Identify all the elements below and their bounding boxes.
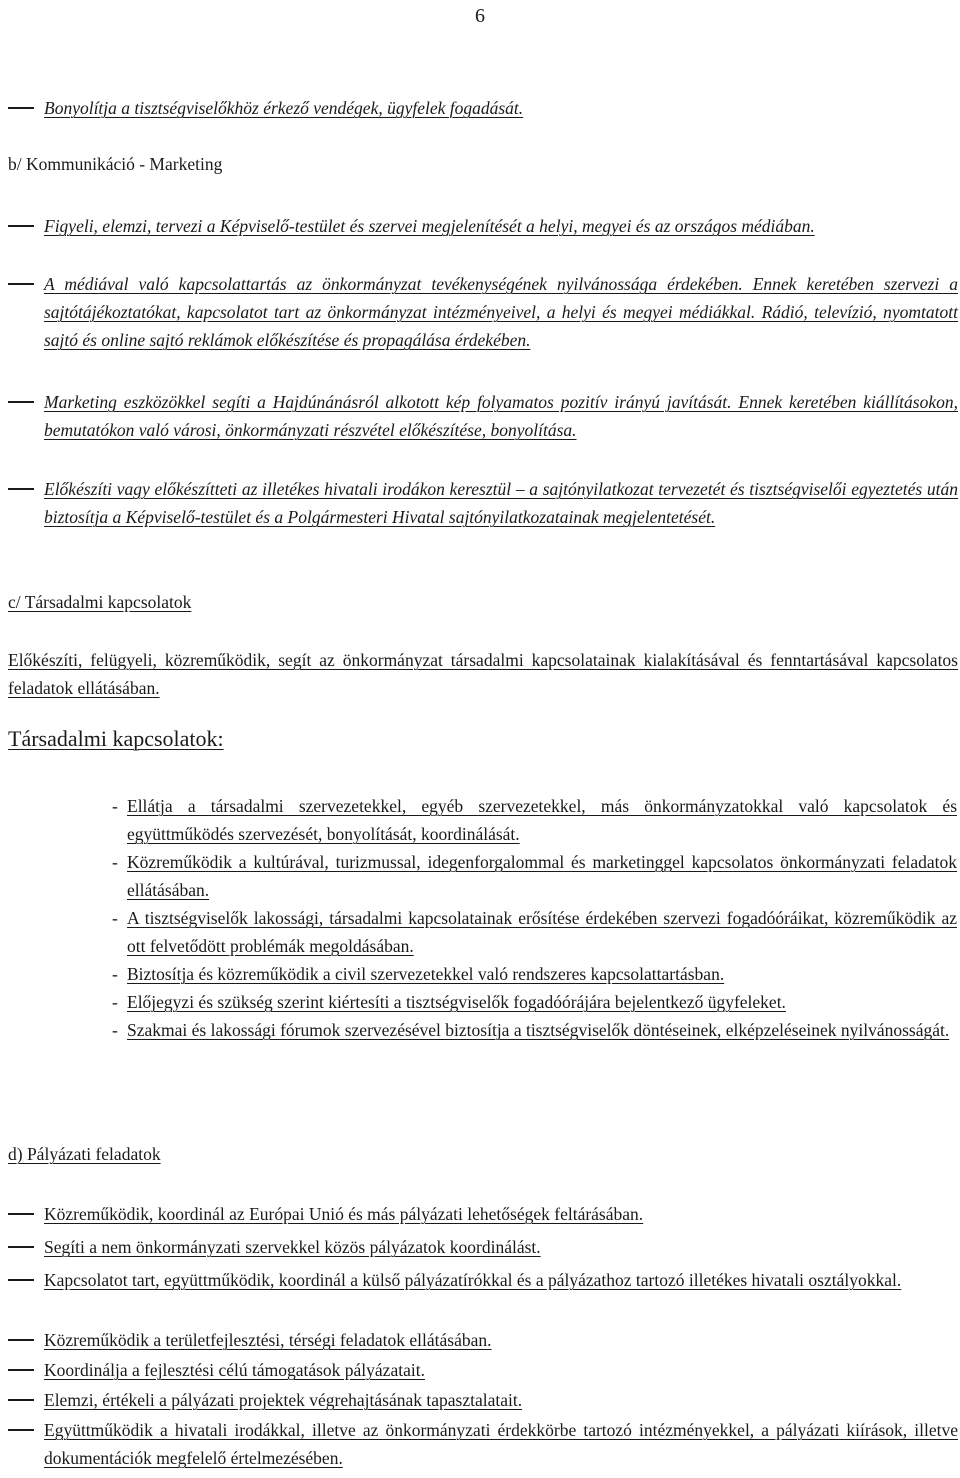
- paragraph-text: Előkészíti, felügyeli, közreműködik, segít az önkormányzat társadalmi kapcsolatainak kialakításával és fenntartásával kapcsolatos feladatok ellátásában.: [8, 650, 958, 698]
- dash-list: [8, 1200, 958, 1472]
- section-heading: [8, 1140, 960, 1168]
- dash-bullet: [8, 1213, 34, 1215]
- list-item-text: Ellátja a társadalmi szervezetekkel, egyéb szervezetekkel, más önkormányzatokkal való kapcsolatok és együttműködés szervezését, bonyolítását, koordinálását.: [127, 796, 957, 844]
- dash-bullet: [8, 1429, 34, 1431]
- list-item: [8, 1386, 958, 1416]
- list-item-text: Előjegyzi és szükség szerint kiértesíti a tisztségviselők fogadóórájára bejelentkező ügyfeleket.: [127, 992, 786, 1012]
- list-item-text: Közreműködik a területfejlesztési, térségi feladatok ellátásában.: [44, 1330, 492, 1350]
- section-paragraph: [8, 646, 958, 702]
- list-item-text: A tisztségviselők lakossági, társadalmi kapcsolatainak erősítése érdekében szervezi fogadóóráikat, közreműködik az ott felvetődött problémák megoldásában.: [127, 908, 957, 956]
- hyphen-bullet: -: [112, 1020, 118, 1040]
- subtitle: [8, 725, 224, 753]
- hyphen-list: [0, 792, 960, 1072]
- hyphen-bullet: -: [112, 796, 118, 816]
- hyphen-bullet: -: [112, 852, 118, 872]
- list-item: [8, 212, 958, 240]
- list-item: [8, 1266, 958, 1326]
- list-item: [8, 270, 958, 354]
- list-item: [8, 1326, 958, 1356]
- dash-bullet: [8, 1246, 34, 1248]
- list-item-text: Elemzi, értékeli a pályázati projektek végrehajtásának tapasztalatait.: [44, 1390, 523, 1410]
- list-item-text: Szakmai és lakossági fórumok szervezésével biztosítja a tisztségviselők döntéseinek, elképzeléseinek nyilvánosságát.: [127, 1020, 950, 1040]
- list-item-text: Biztosítja és közreműködik a civil szervezetekkel való rendszeres kapcsolattartásban.: [127, 964, 725, 984]
- hyphen-bullet: -: [112, 992, 118, 1012]
- dash-bullet: [8, 401, 34, 403]
- list-item-text: Közreműködik, koordinál az Európai Unió és más pályázati lehetőségek feltárásában.: [44, 1204, 644, 1224]
- dash-bullet: [8, 1339, 34, 1341]
- dash-bullet: [8, 225, 34, 227]
- list-item: [8, 388, 958, 444]
- list-item: [8, 94, 958, 122]
- list-item: [0, 792, 960, 848]
- subtitle-text: Társadalmi kapcsolatok:: [8, 726, 224, 751]
- section-c-heading: c/ Társadalmi kapcsolatok: [8, 592, 192, 612]
- hyphen-bullet: -: [112, 964, 118, 984]
- list-item: [8, 475, 958, 531]
- dash-bullet: [8, 107, 34, 109]
- section-heading: [8, 588, 960, 616]
- dash-bullet: [8, 283, 34, 285]
- list-item: [0, 960, 960, 988]
- dash-bullet: [8, 488, 34, 490]
- list-item: [8, 1416, 958, 1472]
- list-item: [8, 1356, 958, 1386]
- list-item: [0, 904, 960, 960]
- page-number: 6: [475, 5, 485, 27]
- hyphen-bullet: -: [112, 908, 118, 928]
- list-item: [0, 848, 960, 904]
- list-item-text: Figyeli, elemzi, tervezi a Képviselő-testület és szervei megjelenítését a helyi, megyei és az országos médiában.: [44, 216, 815, 236]
- list-item-text: Koordinálja a fejlesztési célú támogatások pályázatait.: [44, 1360, 425, 1380]
- list-item-text: Együttműködik a hivatali irodákkal, illetve az önkormányzati érdekkörbe tartozó intézményekkel, a pályázati kiírások, illetve dokumentációk megfelelő értelmezésében.: [44, 1420, 958, 1468]
- section-b-heading: b/ Kommunikáció - Marketing: [8, 154, 223, 174]
- list-item: [8, 1200, 958, 1233]
- section-d-heading: d) Pályázati feladatok: [8, 1144, 161, 1164]
- list-item-text: Kapcsolatot tart, együttműködik, koordinál a külső pályázatírókkal és a pályázathoz tartozó illetékes hivatali osztályokkal.: [44, 1270, 902, 1290]
- list-item: [0, 1016, 960, 1072]
- dash-bullet: [8, 1399, 34, 1401]
- list-item-text: Marketing eszközökkel segíti a Hajdúnánásról alkotott kép folyamatos pozitív irányú javítását. Ennek keretében kiállításokon, bemutatókon való városi, önkormányzati részvétel előkészítése, bonyolítása.: [44, 392, 958, 440]
- list-item-text: Bonyolítja a tisztségviselőkhöz érkező vendégek, ügyfelek fogadását.: [44, 98, 524, 118]
- section-heading: [8, 150, 960, 178]
- list-item-text: Előkészíti vagy előkészítteti az illetékes hivatali irodákon keresztül – a sajtónyilatkozat tervezetét és tisztségviselői egyeztetés után biztosítja a Képviselő-testület és a Polgármesteri Hivatal sajtónyilatkozatainak megjelentetését.: [44, 479, 958, 527]
- dash-bullet: [8, 1279, 34, 1281]
- list-item-text: Segíti a nem önkormányzati szervekkel közös pályázatok koordinálást.: [44, 1237, 541, 1257]
- list-item: [8, 1233, 958, 1266]
- list-item-text: Közreműködik a kultúrával, turizmussal, idegenforgalommal és marketinggel kapcsolatos önkormányzati feladatok ellátásában.: [127, 852, 957, 900]
- list-item: [0, 988, 960, 1016]
- dash-bullet: [8, 1369, 34, 1371]
- list-item-text: A médiával való kapcsolattartás az önkormányzat tevékenységének nyilvánossága érdekében. Ennek keretében szervezi a sajtótájékoztatókat, kapcsolatot tart az önkormányzat intézményeivel, a helyi és megyei médiákkal. Rádió, televízió, nyomtatott sajtó és online sajtó reklámok előkészítése és propagálása érdekében.: [44, 274, 958, 350]
